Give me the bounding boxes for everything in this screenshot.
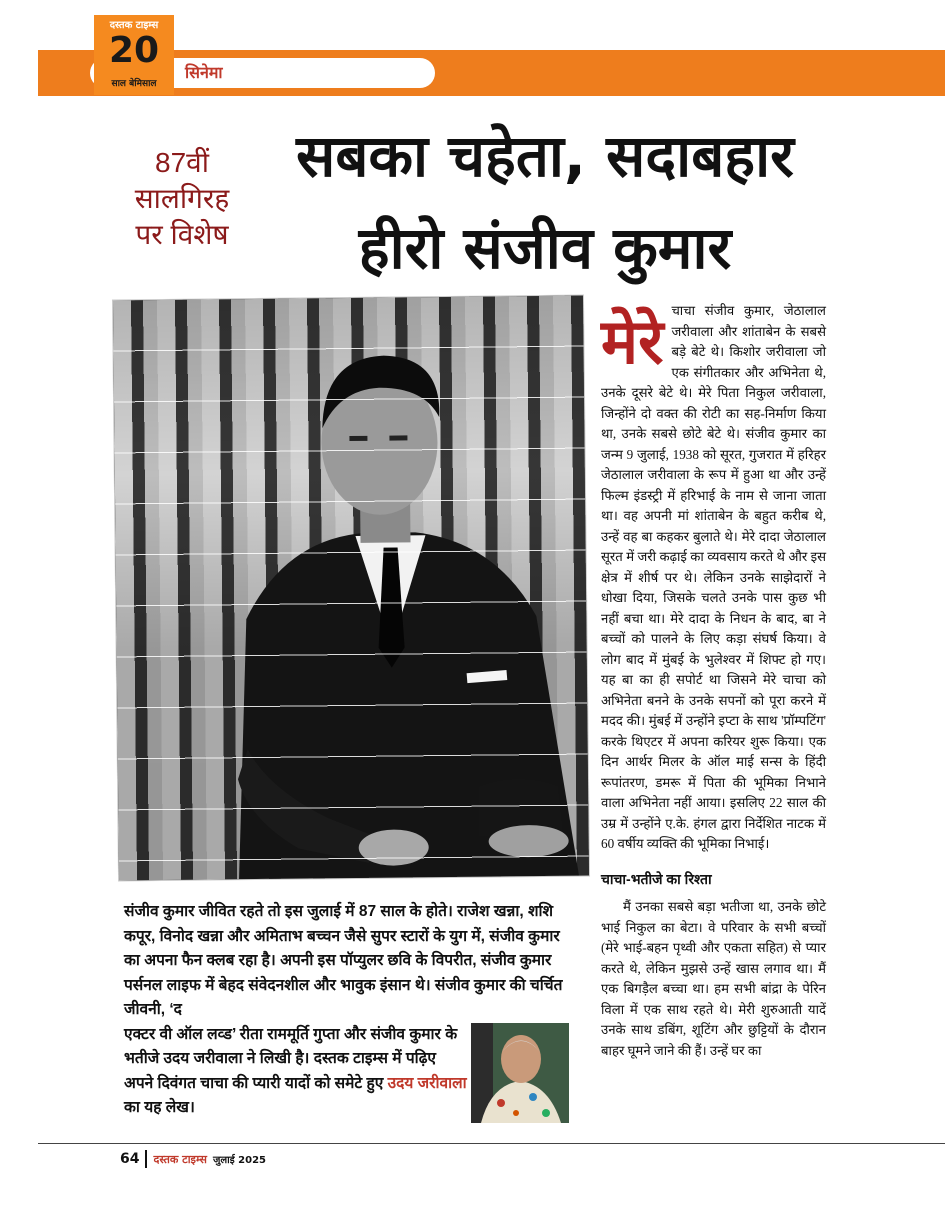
kicker-line: सालगिरह bbox=[134, 183, 230, 214]
article-paragraph-2: मैं उनका सबसे बड़ा भतीजा था, उनके छोटे भाई निकुल का बेटा। वे परिवार के सभी बच्चों (मेरे भाई-बहन पृथ्वी और एकता सहित) से प्यार करते थे, लेकिन मुझसे उन्हें खास लगाव था। मैं एक बिगड़ैल बच्चा था। हम सभी बांद्रा के पेरिन विला में एक साथ रहते थे। मेरी शुरुआती यादें उनके साथ डबिंग, शूटिंग और छुट्टियों के दौरान बाहर घूमने जाने की हैं। उन्हें घर का bbox=[601, 899, 826, 1058]
badge-number: 20 bbox=[108, 30, 160, 71]
drop-cap: मेरे bbox=[601, 305, 664, 378]
badge-brand: दस्तक टाइम्स bbox=[109, 20, 159, 31]
anniversary-badge bbox=[94, 15, 174, 95]
author-portrait-illustration bbox=[471, 1023, 569, 1123]
intro-text-post: का यह लेख। bbox=[124, 1099, 195, 1116]
footer-divider bbox=[38, 1143, 945, 1144]
intro-text-pre: एक्टर वी ऑल लव्ड’ रीता राममूर्ति गुप्ता और संजीव कुमार के भतीजे उदय जरीवाला ने लिखी है। दस्तक टाइम्स में पढ़िए अपने दिवंगत चाचा की प्यारी यादों को समेटे हुए bbox=[124, 1025, 458, 1092]
article-column bbox=[601, 301, 826, 1061]
page-number: 64 bbox=[120, 1151, 140, 1167]
footer bbox=[120, 1150, 266, 1168]
headline-line: हीरो संजीव कुमार bbox=[358, 214, 732, 282]
headline bbox=[245, 110, 845, 294]
kicker-line: 87वीं bbox=[155, 147, 209, 178]
section-title: सिनेमा bbox=[185, 63, 223, 82]
badge-subtitle: साल बेमिसाल bbox=[111, 79, 157, 89]
author-photo bbox=[471, 1023, 569, 1123]
footer-separator bbox=[145, 1150, 147, 1168]
intro-paragraph-top: संजीव कुमार जीवित रहते तो इस जुलाई में 87 साल के होते। राजेश खन्ना, शशि कपूर, विनोद खन्ना और अमिताभ बच्चन जैसे सुपर स्टारों के युग में, संजीव कुमार का अपना फैन क्लब रहा है। अपनी इस पॉप्युलर छवि के विपरीत, संजीव कुमार पर्सनल लाइफ में बेहद संवेदनशील और भावुक इंसान थे। संजीव कुमार की चर्चित जीवनी, ‘द bbox=[124, 903, 563, 1018]
footer-brand-logo: दस्तक टाइम्स bbox=[153, 1152, 207, 1166]
footer-date: जुलाई 2025 bbox=[212, 1155, 266, 1166]
main-photo bbox=[113, 296, 589, 881]
headline-line: सबका चहेता, सदाबहार bbox=[296, 122, 794, 190]
article-paragraph-1: चाचा संजीव कुमार, जेठालाल जरीवाला और शांताबेन के सबसे बड़े बेटे थे। किशोर जरीवाला जो एक संगीतकार और अभिनेता थे, उनके दूसरे बेटे थे। मेरे पिता निकुल जरीवाला, जिन्होंने दो वक्त की रोटी का सह-निर्माण किया था, उनके सबसे छोटे बेटे थे। संजीव कुमार का जन्म 9 जुलाई, 1938 को सूरत, गुजरात में हरिहर जेठालाल जरीवाला के रूप में हुआ था और उन्हें फिल्म इंडस्ट्री में हरिभाई के नाम से जाना जाता था। वह अपनी मां शांताबेन के बहुत करीब थे, उन्हें वह बा कहकर बुलाते थे। मेरे दादा जेठालाल सूरत में जरी कढ़ाई का व्यवसाय करते थे और इस क्षेत्र में शीर्ष पर थे। लेकिन उनके साझेदारों ने धोखा दिया, जिसके चलते उनके पास कुछ भी नहीं बचा था। मेरे दादा के निधन के बाद, बा ने बच्चों को पालने के लिए कड़ा संघर्ष किया। वे लोग बाद में मुंबई के भुलेश्वर में शिफ्ट हो गए। यह बा का ही सपोर्ट था जिसने मेरे चाचा को अभिनेता बनने के उनके सपनों को पूरा करने में मदद की। मुंबई में उन्होंने इप्टा के साथ 'प्रॉम्पटिंग' करके थिएटर में अपना करियर शुरू किया। एक दिन आर्थर मिलर के ऑल माई सन्स के हिंदी रूपांतरण, डमरू में पिता की भूमिका निभाने वाला अभिनेता नहीं आया। इसलिए 22 साल की उम्र में उन्होंने ए.के. हंगल द्वारा निर्देशित नाटक में 60 वर्षीय व्यक्ति की भूमिका निभाई। bbox=[601, 303, 826, 851]
article-subheading: चाचा-भतीजे का रिश्ता bbox=[601, 870, 712, 887]
kicker bbox=[122, 145, 242, 253]
author-name: उदय जरीवाला bbox=[387, 1074, 467, 1092]
intro-paragraph-bottom bbox=[124, 1023, 469, 1121]
kicker-line: पर विशेष bbox=[135, 219, 229, 250]
